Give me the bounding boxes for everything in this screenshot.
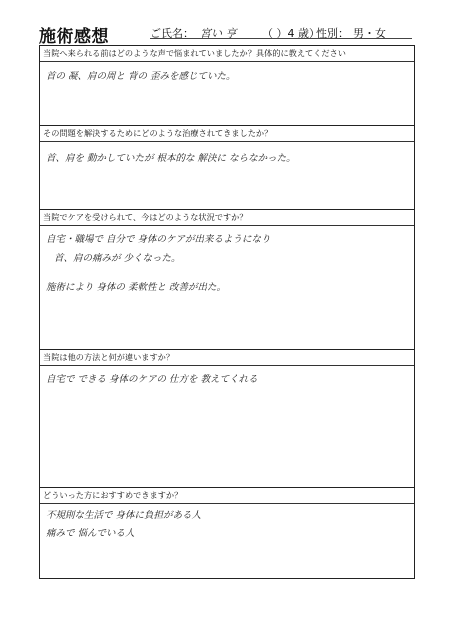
name-label: ご氏名： [150,27,194,40]
answer-line: 自宅で できる 身体のケアの 仕方を 教えてくれる [46,374,258,385]
answer-line: 首、肩を 動かしていたが 根本的な 解決に ならなかった。 [46,153,296,164]
answer-line: 施術により 身体の 柔軟性と 改善が出た。 [46,282,227,293]
name-value: 宮い 亨 [200,27,237,40]
age-field: （ ）4 歳） [262,27,320,40]
section-current-status [40,209,414,350]
gender-label: 性別： [316,27,349,40]
question-concerns: 当院へ来られる前はどのような声で悩まれていましたか？具体的に教えてください [40,46,414,62]
gender-options: 男・女 [353,27,386,40]
section-differences [40,349,414,488]
header-underline [150,38,412,39]
header-fields [150,25,415,43]
section-prior-treatment [40,125,414,210]
feedback-form [39,45,415,579]
answer-line: 不規則な生活で 身体に負担がある人 [46,510,202,521]
answer-line: 首、肩の痛みが 少くなった。 [54,253,181,264]
form-title: 施術感想 [39,27,109,47]
question-current-status: 当院でケアを受けられて、今はどのような状況ですか？ [40,210,414,226]
section-concerns [40,46,414,125]
question-recommend: どういった方におすすめできますか？ [40,488,414,504]
question-prior-treatment: その問題を解決するためにどのような治療されてきましたか？ [40,126,414,142]
section-recommend [40,487,414,580]
answer-line: 首の 凝、肩の周と 背の 歪みを感じていた。 [46,71,236,82]
answer-line: 痛みで 悩んでいる人 [46,528,135,539]
answer-line: 自宅・職場で 自分で 身体のケアが出来るようになり [46,234,271,245]
question-differences: 当院は他の方法と何が違いますか？ [40,350,414,366]
